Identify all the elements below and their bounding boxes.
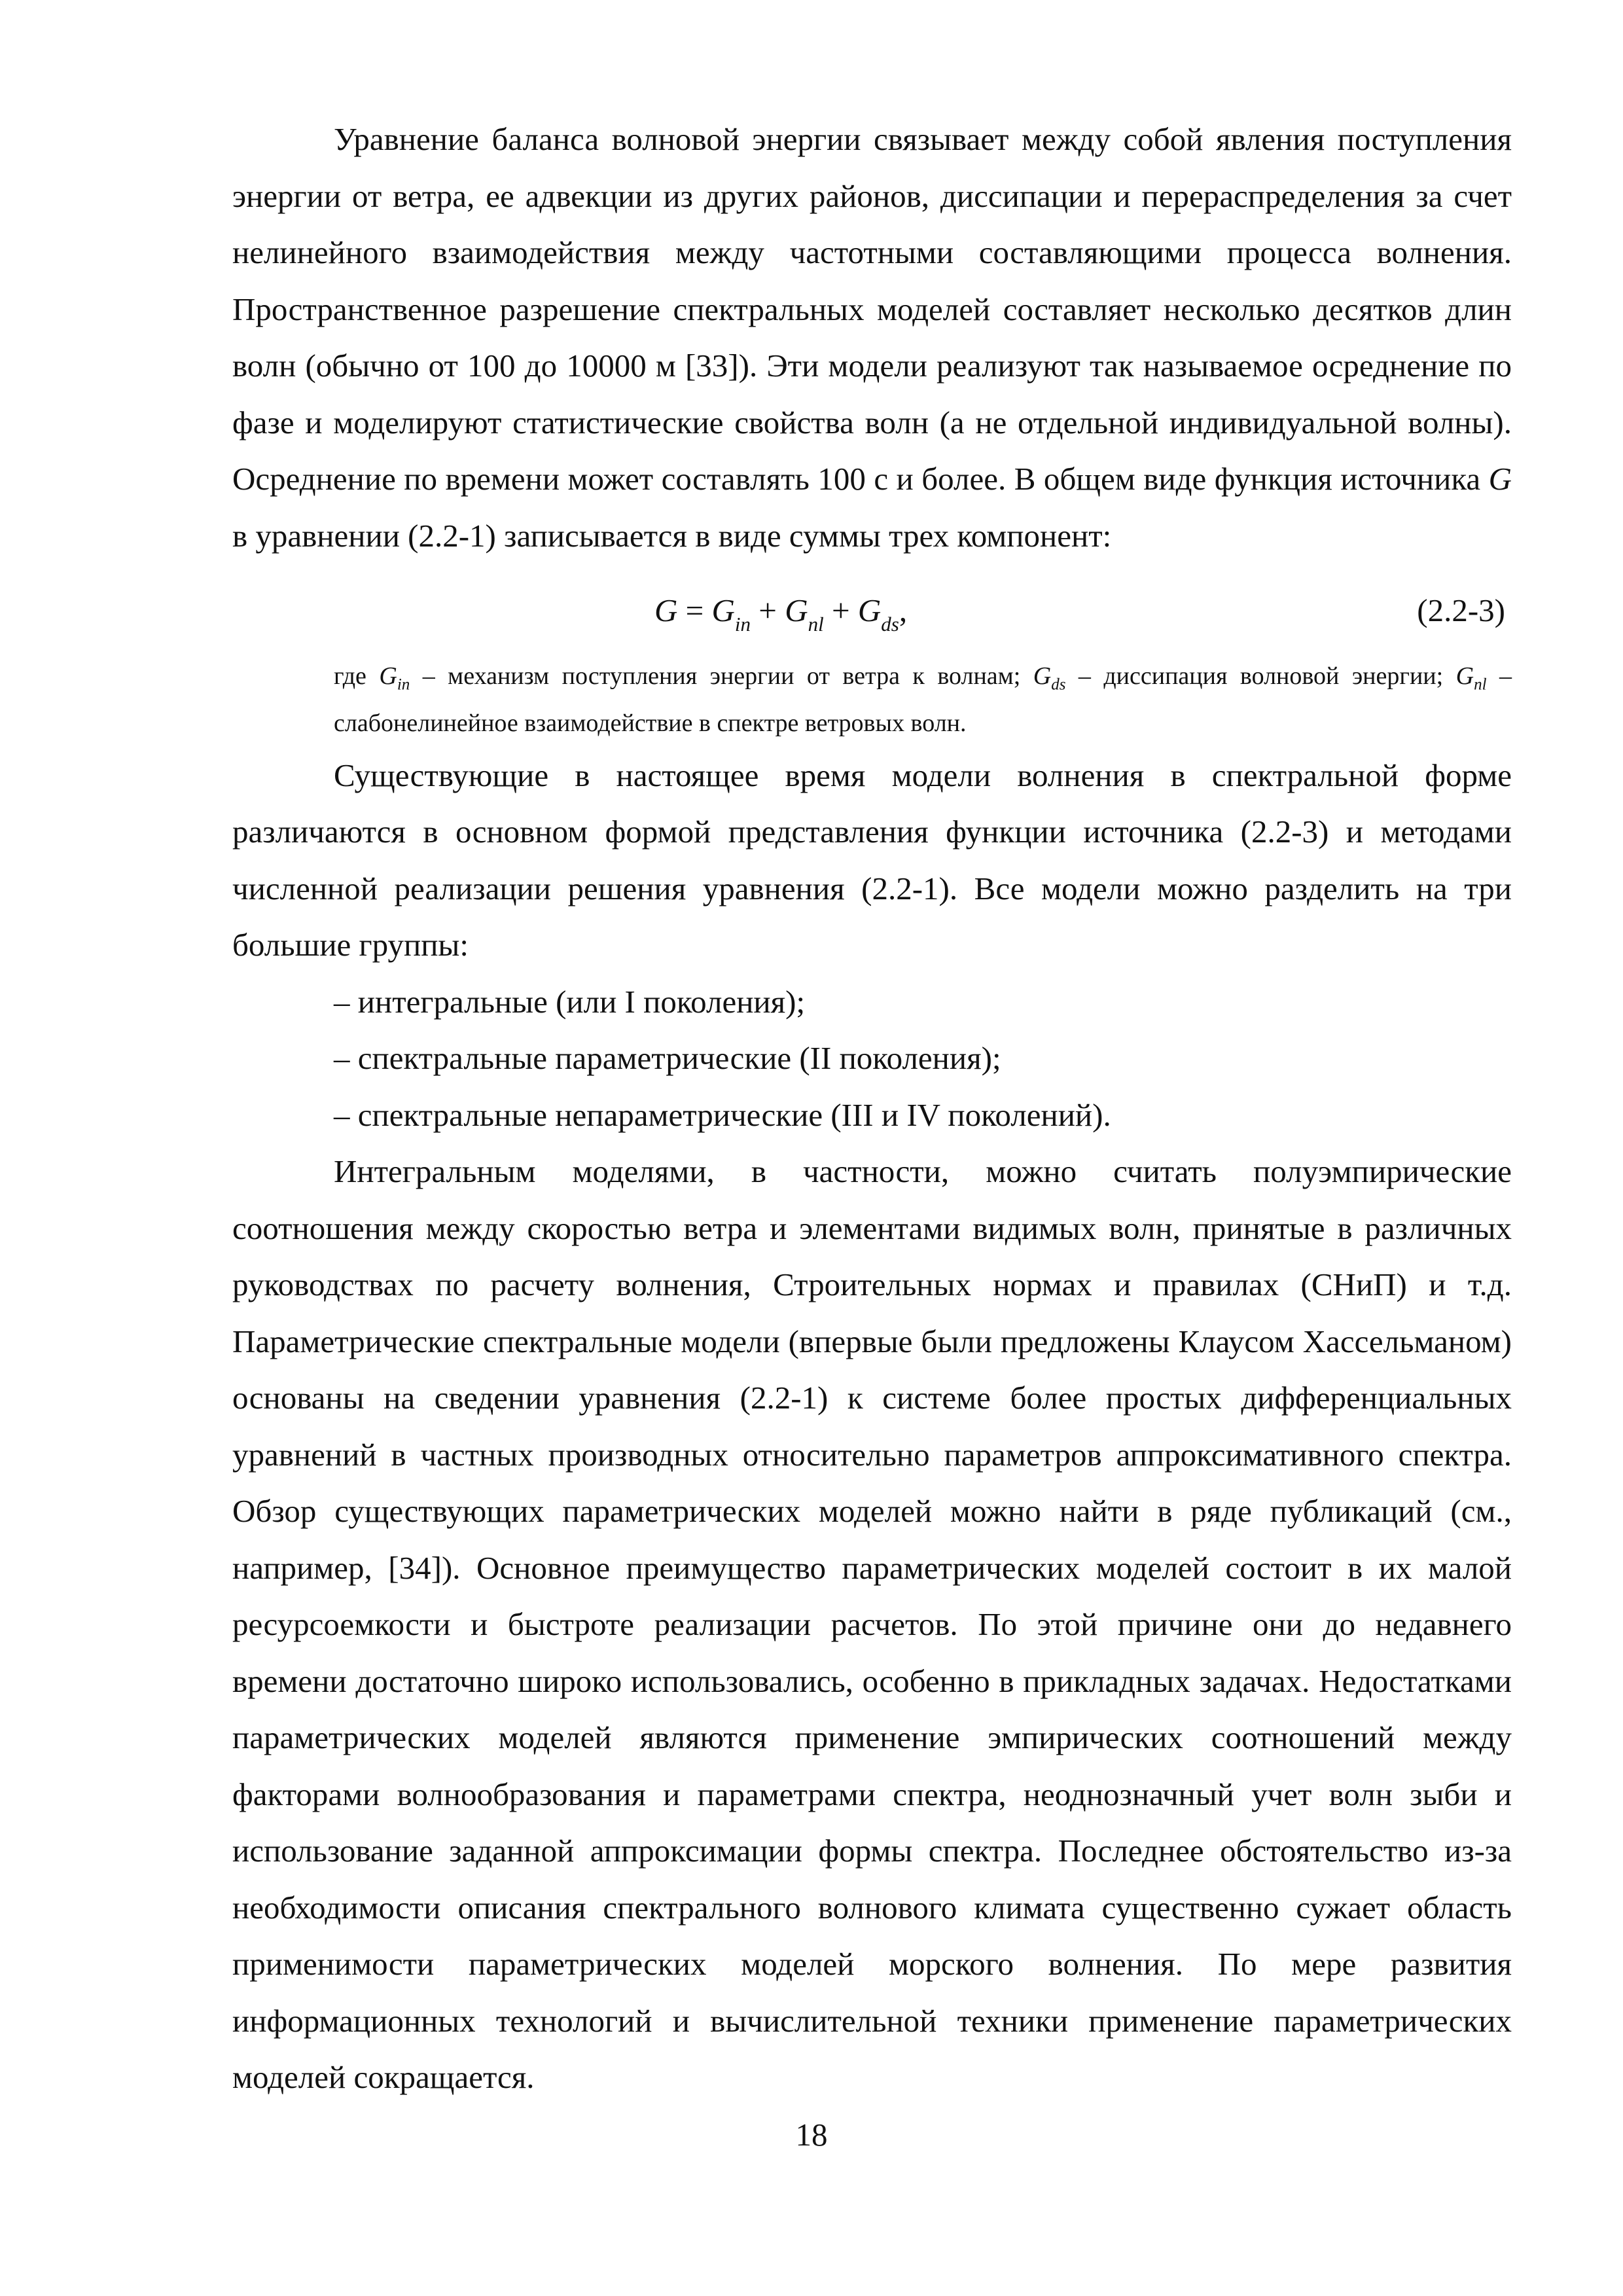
note-lead: где (334, 662, 380, 690)
source-function-variable: G (1488, 461, 1512, 497)
list-item: – спектральные непараметрические (III и IV поколений). (334, 1096, 1111, 1133)
page-number: 18 (795, 2117, 828, 2153)
eq-sub-nl: nl (808, 612, 824, 636)
paragraph-model-groups: Существующие в настоящее время модели волнения в спектральной форме различаются в основном формой представления функции источника (2.2-3) и методами численной реализации решения уравнения (2.2-1). Все модели можно разделить на три большие группы: (232, 757, 1512, 963)
eq-lhs: G (654, 592, 678, 628)
note-var-g-nl (1455, 662, 1487, 694)
eq-plus-1: + (751, 592, 785, 628)
note-desc-g-in: – механизм поступления энергии от ветра к волнам; (410, 662, 1033, 690)
eq-equals: = (677, 592, 712, 628)
note-var-g-ds-base: G (1033, 662, 1052, 690)
note-var-g-ds (1033, 662, 1066, 694)
eq-term-g-ds: G (857, 592, 882, 628)
page-content (232, 111, 1512, 2106)
paragraph-wave-balance (232, 111, 1512, 564)
note-desc-g-ds: – диссипация волновой энергии; (1065, 662, 1456, 690)
note-var-g-in-sub: in (397, 675, 410, 694)
equation-expression (654, 583, 907, 650)
paragraph-integral-models: Интегральным моделями, в частности, можно считать полуэмпирические соотношения между скоростью ветра и элементами видимых волн, принятые в различных руководствах по расчету волнения, Строительных нормах и правилах (СНиП) и т.д. Параметрические спектральные модели (впервые были предложены Клаусом Хассельманом) основаны на сведении уравнения (2.2-1) к системе более простых дифференциальных уравнений в частных производных относительно параметров аппроксимативного спектра. Обзор существующих параметрических моделей можно найти в ряде публикаций (см., например, [34]). Основное преимущество параметрических моделей состоит в их малой ресурсоемкости и быстроте реализации расчетов. По этой причине они до недавнего времени достаточно широко использовались, особенно в прикладных задачах. Недостатками параметрических моделей являются применение эмпирических соотношений между факторами волнообразования и параметрами спектра, неоднозначный учет волн зыби и использование заданной аппроксимации формы спектра. Последнее обстоятельство из-за необходимости описания спектрального волнового климата существенно сужает область применимости параметрических моделей морского волнения. По мере развития информационных технологий и вычислительной техники применение параметрических моделей сокращается. (232, 1153, 1512, 2096)
note-var-g-in (379, 662, 410, 694)
note-var-g-ds-sub: ds (1051, 675, 1066, 694)
eq-plus-2: + (823, 592, 858, 628)
list-item: – интегральные (или I поколения); (334, 983, 806, 1020)
equation-number: (2.2-3) (1417, 592, 1505, 628)
eq-term-g-nl: G (785, 592, 808, 628)
note-var-g-nl-sub: nl (1474, 675, 1487, 694)
eq-sub-in: in (734, 612, 751, 636)
equation-legend-note (232, 657, 1512, 742)
eq-sub-ds: ds (881, 612, 899, 636)
note-desc-g-nl: – слабонелинейное взаимодействие в спектре ветровых волн. (334, 662, 1512, 737)
eq-term-g-in: G (711, 592, 735, 628)
note-var-g-nl-base: G (1455, 662, 1474, 690)
equation-2-2-3 (232, 576, 1512, 655)
paragraph-wave-balance-text: Уравнение баланса волновой энергии связывает между собой явления поступления энергии от ветра, ее адвекции из других районов, диссипации и перераспределения за счет нелинейного взаимодействия между частотными составляющими процесса волнения. Пространственное разрешение спектральных моделей составляет несколько десятков длин волн (обычно от 100 до 10000 м [33]). Эти модели реализуют так называемое осреднение по фазе и моделируют статистические свойства волн (а не отдельной индивидуальной волны). Осреднение по времени может составлять 100 с и более. В общем виде функция источника (232, 121, 1512, 497)
list-item: – спектральные параметрические (II поколения); (334, 1040, 1001, 1077)
paragraph-wave-balance-end: в уравнении (2.2-1) записывается в виде суммы трех компонент: (232, 517, 1112, 554)
note-var-g-in-base: G (379, 662, 397, 690)
eq-comma: , (899, 592, 908, 628)
